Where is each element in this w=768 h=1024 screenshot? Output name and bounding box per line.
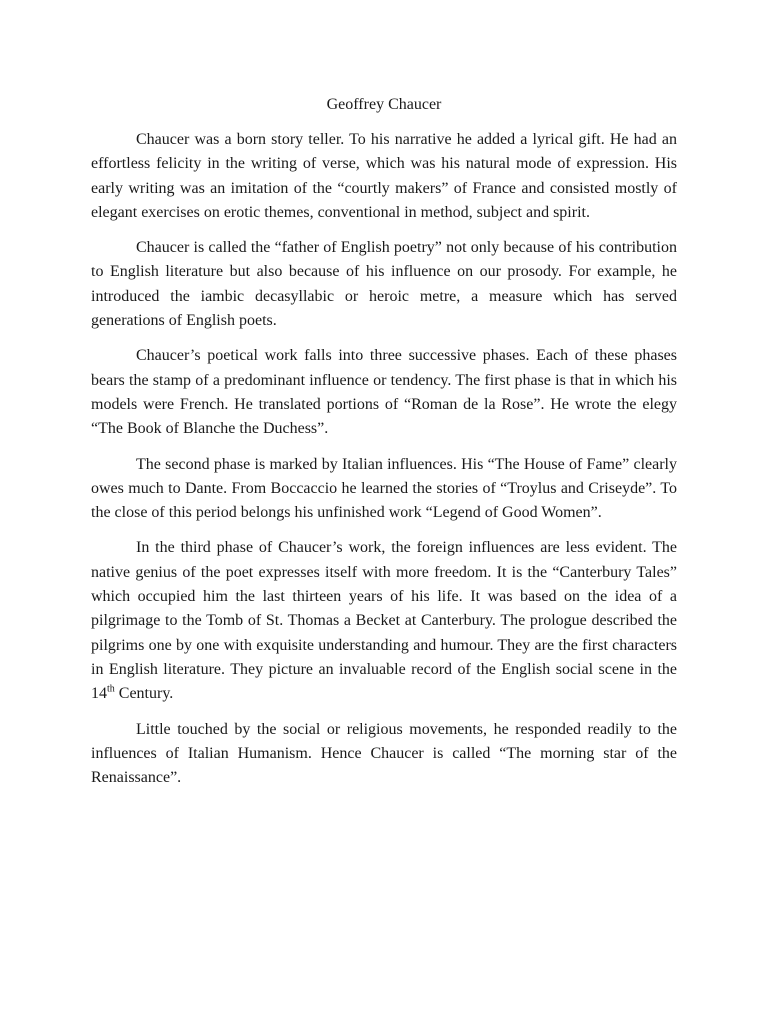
paragraph-5-ending: Century. <box>114 685 174 703</box>
paragraph-3: Chaucer’s poetical work falls into three successive phases. Each of these phases bears the stamp of a predominant influence or tendency. The first phase is that in which his models were French. He translated portions of “Roman de la Rose”. He wrote the elegy “The Book of Blanche the Duchess”. <box>91 347 677 438</box>
paragraph-5-main-text: In the third phase of Chaucer’s work, the foreign influences are less evident. The native genius of the poet expresses itself with more freedom. It is the “Canterbury Tales” which occupied him the last thirteen years of his life. It was based on the idea of a pilgrimage to the Tomb of St. Thomas a Becket at Canterbury. The prologue described the pilgrims one by one with exquisite understanding and humour. They are the first characters in English literature. They picture an invaluable record of the English social scene in the 14 <box>91 539 677 703</box>
paragraph-5 <box>91 536 677 706</box>
document-body <box>91 93 677 801</box>
document-title: Geoffrey Chaucer <box>326 96 442 113</box>
paragraph-2: Chaucer is called the “father of English poetry” not only because of his contribution to English literature but also because of his influence on our prosody. For example, he introduced the iambic decasyllabic or heroic metre, a measure which has served generations of English poets. <box>91 239 677 330</box>
paragraph-4: The second phase is marked by Italian influences. His “The House of Fame” clearly owes much to Dante. From Boccaccio he learned the stories of “Troylus and Criseyde”. To the close of this period belongs his unfinished work “Legend of Good Women”. <box>91 455 677 522</box>
ordinal-superscript: th <box>107 683 115 695</box>
paragraph-1: Chaucer was a born story teller. To his narrative he added a lyrical gift. He had an effortless felicity in the writing of verse, which was his natural mode of expression. His early writing was an imitation of the “courtly makers” of France and consisted mostly of elegant exercises on erotic themes, conventional in method, subject and spirit. <box>91 131 677 221</box>
paragraph-6: Little touched by the social or religious movements, he responded readily to the influences of Italian Humanism. Hence Chaucer is called “The morning star of the Renaissance”. <box>91 720 677 787</box>
